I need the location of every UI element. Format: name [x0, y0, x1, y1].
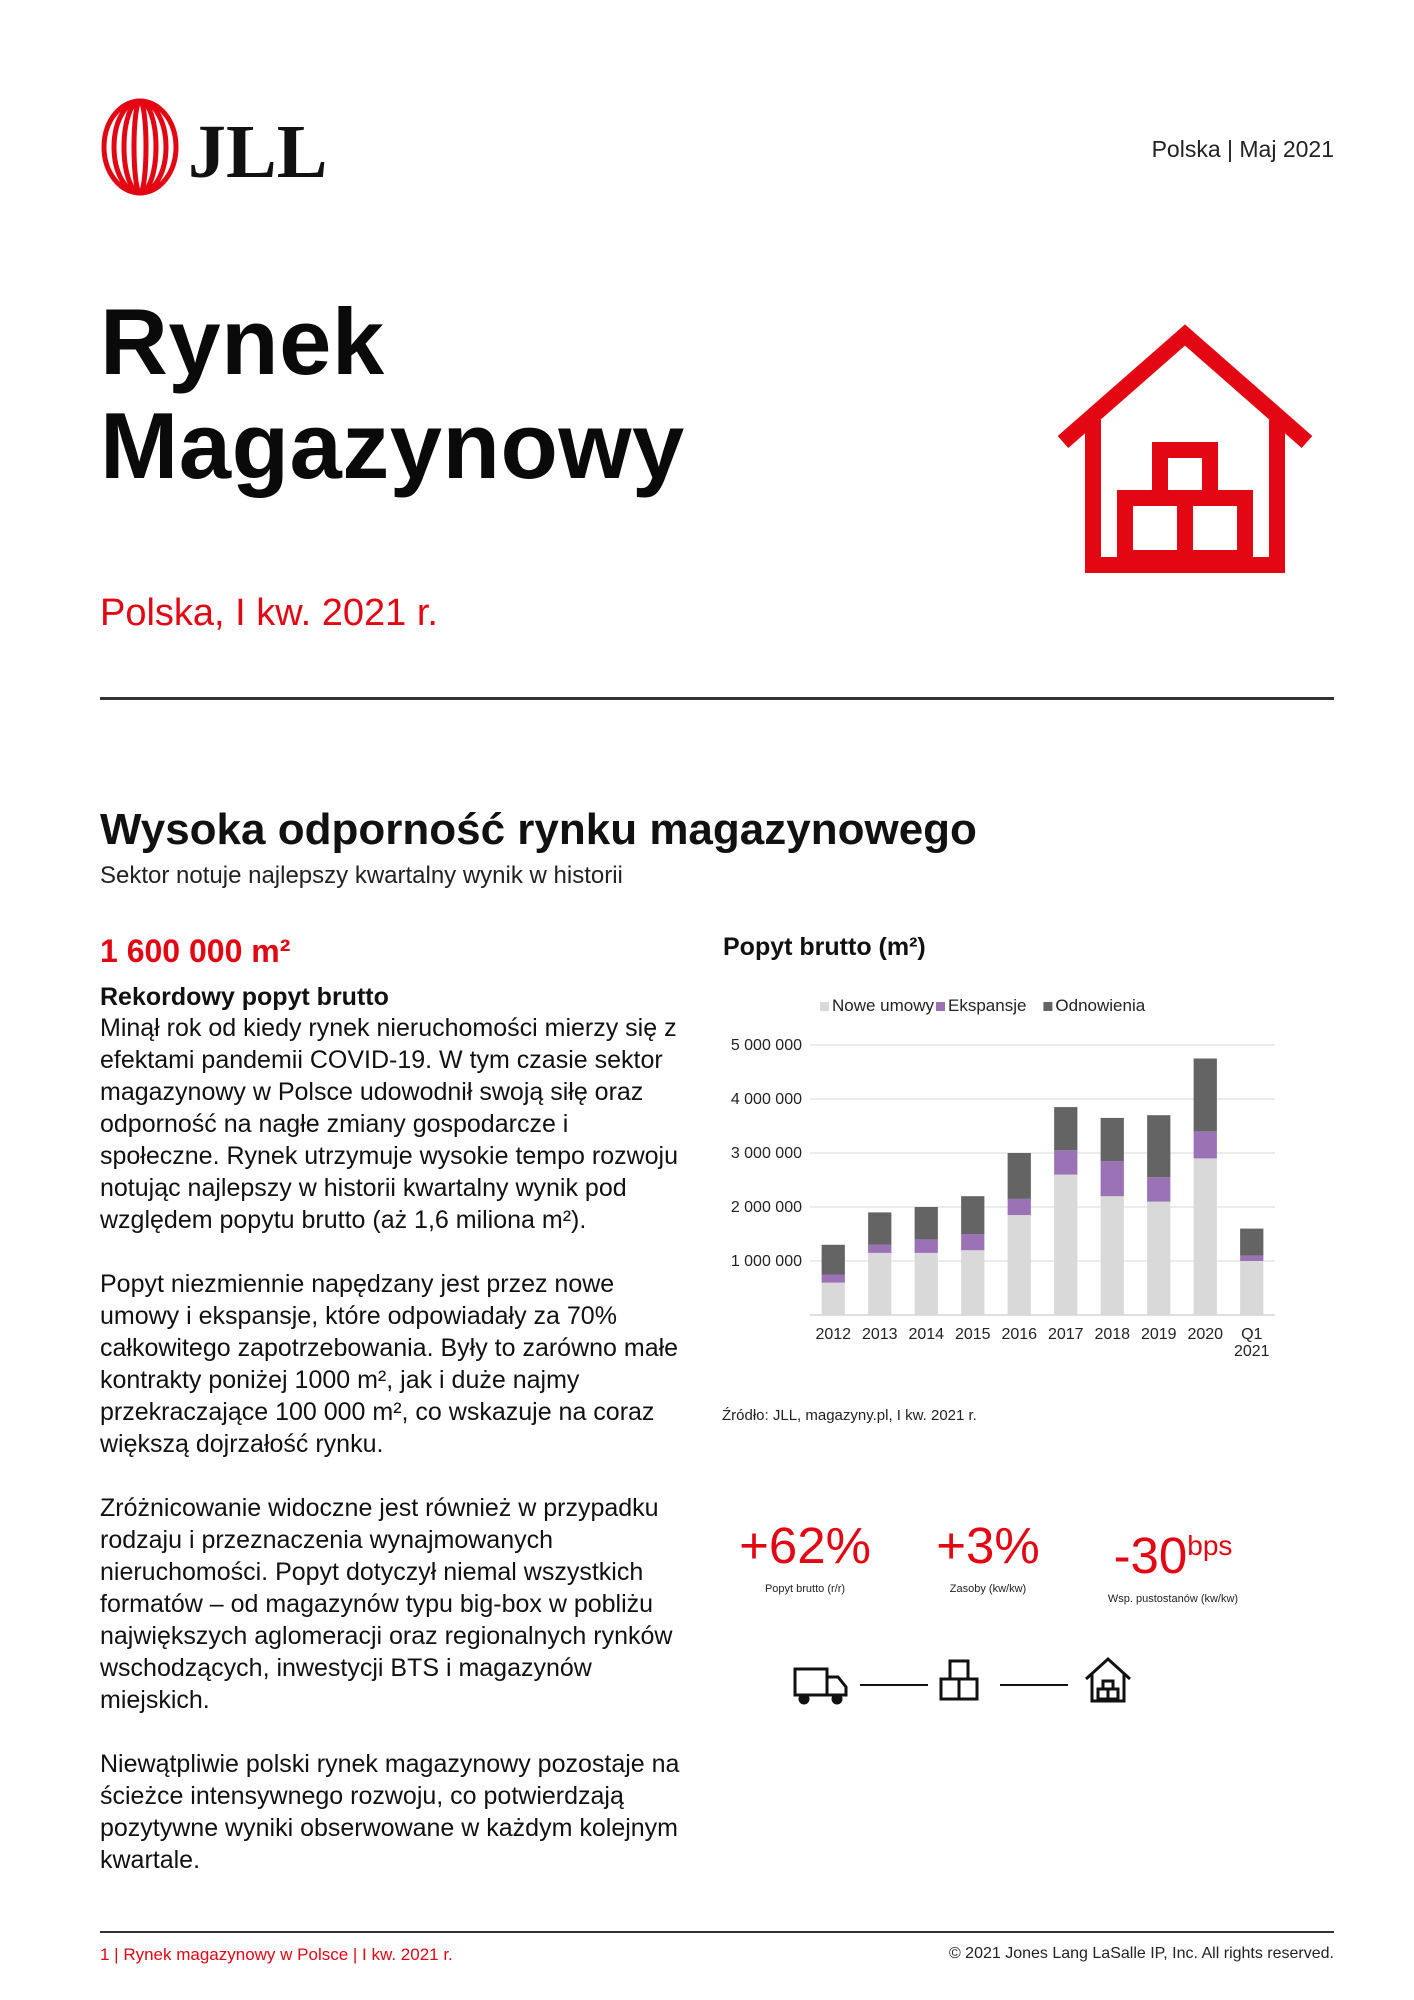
warehouse-icon	[1055, 320, 1315, 575]
paragraph: Zróżnicowanie widoczne jest również w przypadku rodzaju i przeznaczenia wynajmowanych nieruchomości. Popyt dotyczył niemal wszystkich formatów – od magazynów typu big-box w pobliżu największych aglomeracji oraz regionalnych rynków wschodzących, inwestycji BTS i magazynów miejskich.	[100, 1494, 673, 1714]
paragraph: Niewątpliwie polski rynek magazynowy pozostaje na ścieżce intensywnego rozwoju, co potwierdzają pozytywne wyniki obserwowane w każdym kolejnym kwartale.	[100, 1750, 680, 1874]
legend-swatch	[936, 1002, 945, 1011]
x-tick-label: 2014	[908, 1326, 945, 1343]
bar-segment	[1008, 1199, 1031, 1215]
bar-segment	[1240, 1261, 1263, 1315]
bar-segment	[1101, 1196, 1124, 1315]
x-tick-label: Q1	[1241, 1326, 1263, 1343]
divider	[100, 697, 1334, 700]
bar-segment	[1147, 1177, 1170, 1201]
x-tick-label: 2013	[861, 1326, 898, 1343]
x-tick-label: 2015	[954, 1326, 991, 1343]
bar-segment	[915, 1207, 938, 1239]
kpi-label: Popyt brutto (r/r)	[764, 1583, 846, 1595]
bar-segment	[1101, 1118, 1124, 1161]
x-tick-label: 2012	[815, 1326, 852, 1343]
bar-segment	[1240, 1256, 1263, 1261]
kpi-value: +62%	[739, 1517, 871, 1574]
legend-label: Ekspansje	[948, 996, 1027, 1015]
bar-segment	[822, 1283, 845, 1315]
footer-copyright: © 2021 Jones Lang LaSalle IP, Inc. All rights reserved.	[948, 1945, 1334, 1962]
legend-swatch	[820, 1002, 829, 1011]
highlight-stat: 1 600 000 m²	[100, 933, 291, 969]
page-title-line2: Magazynowy	[100, 393, 685, 498]
kpi-value	[1063, 1515, 1283, 1587]
bar-segment	[1147, 1202, 1170, 1315]
bar-segment	[868, 1212, 891, 1244]
y-tick-label: 2 000 000	[730, 1199, 802, 1216]
paragraph: Popyt niezmiennie napędzany jest przez nowe umowy i ekspansje, które odpowiadały za 70% całkowitego zapotrzebowania. Były to zarówno małe kontrakty poniżej 1000 m², jak i duże najmy przekraczające 100 000 m², co wskazuje na coraz większą dojrzałość rynku.	[100, 1270, 679, 1458]
bar-segment	[1101, 1161, 1124, 1196]
kpi-value-unit: bps	[1187, 1530, 1233, 1561]
bar-segment	[1240, 1229, 1263, 1256]
kpi-label: Zasoby (kw/kw)	[949, 1583, 1027, 1595]
paragraph: Minął rok od kiedy rynek nieruchomości mierzy się z efektami pandemii COVID-19. W tym czasie sektor magazynowy w Polsce udowodnił swoją siłę oraz odporność na nagłe zmiany gospodarcze i społeczne. Rynek utrzymuje wysokie tempo rozwoju notując najlepszy w historii kwartalny wynik pod względem popytu brutto (aż 1,6 miliona m²).	[100, 1014, 679, 1234]
bar-segment	[1008, 1215, 1031, 1315]
kpi-value: +3%	[936, 1517, 1040, 1574]
chart-title: Popyt brutto (m²)	[723, 933, 926, 961]
page-title	[100, 290, 685, 498]
report-date: Polska | Maj 2021	[1151, 136, 1334, 162]
bar-segment	[822, 1275, 845, 1283]
bar-segment	[822, 1245, 845, 1275]
bar-segment	[868, 1253, 891, 1315]
truck-icon	[795, 1669, 846, 1703]
page-title-line1: Rynek	[100, 289, 385, 394]
bar-segment	[1147, 1115, 1170, 1177]
kpi-vacancy	[1063, 1515, 1283, 1605]
bar-segment	[961, 1234, 984, 1250]
demand-chart	[710, 985, 1290, 1365]
divider	[100, 1931, 1334, 1933]
legend-swatch	[1043, 1002, 1052, 1011]
kpi-value-main: -30	[1113, 1527, 1188, 1584]
kpi-label: Wsp. pustostanów (kw/kw)	[1107, 1593, 1239, 1605]
jll-logo	[100, 95, 340, 205]
warehouse-icon	[1086, 1659, 1130, 1701]
section-title: Wysoka odporność rynku magazynowego	[100, 805, 977, 854]
bar-segment	[915, 1239, 938, 1253]
y-tick-label: 5 000 000	[730, 1037, 802, 1054]
bar-segment	[961, 1250, 984, 1315]
bar-segment	[1008, 1153, 1031, 1199]
legend-label: Odnowienia	[1055, 996, 1146, 1015]
bar-segment	[1194, 1131, 1217, 1158]
chart-source: Źródło: JLL, magazyny.pl, I kw. 2021 r.	[722, 1407, 977, 1424]
footer-page-info: 1 | Rynek magazynowy w Polsce | I kw. 2021 r.	[100, 1945, 453, 1964]
y-tick-label: 1 000 000	[730, 1253, 802, 1270]
x-tick-label: 2016	[1001, 1326, 1038, 1343]
bar-segment	[1194, 1059, 1217, 1132]
section-subtitle: Sektor notuje najlepszy kwartalny wynik w historii	[100, 862, 623, 889]
x-tick-label: 2017	[1047, 1326, 1084, 1343]
legend-label: Nowe umowy	[832, 996, 935, 1015]
page-subtitle: Polska, I kw. 2021 r.	[100, 592, 438, 634]
jll-logo-mark	[104, 101, 176, 193]
x-tick-label: 2020	[1187, 1326, 1224, 1343]
x-tick-label: 2018	[1094, 1326, 1131, 1343]
y-tick-label: 4 000 000	[730, 1091, 802, 1108]
lead-heading: Rekordowy popyt brutto	[100, 983, 389, 1011]
bar-segment	[961, 1196, 984, 1234]
bar-segment	[868, 1245, 891, 1253]
bar-segment	[915, 1253, 938, 1315]
supply-chain-icons	[790, 1655, 1150, 1715]
jll-logo-text: JLL	[188, 110, 328, 194]
bar-segment	[1194, 1158, 1217, 1315]
y-tick-label: 3 000 000	[730, 1145, 802, 1162]
x-tick-label: 2019	[1140, 1326, 1177, 1343]
bar-segment	[1054, 1150, 1077, 1174]
bar-segment	[1054, 1107, 1077, 1150]
body-text	[100, 1012, 680, 1908]
boxes-icon	[941, 1661, 977, 1699]
x-tick-label: 2021	[1233, 1343, 1270, 1360]
bar-segment	[1054, 1175, 1077, 1315]
